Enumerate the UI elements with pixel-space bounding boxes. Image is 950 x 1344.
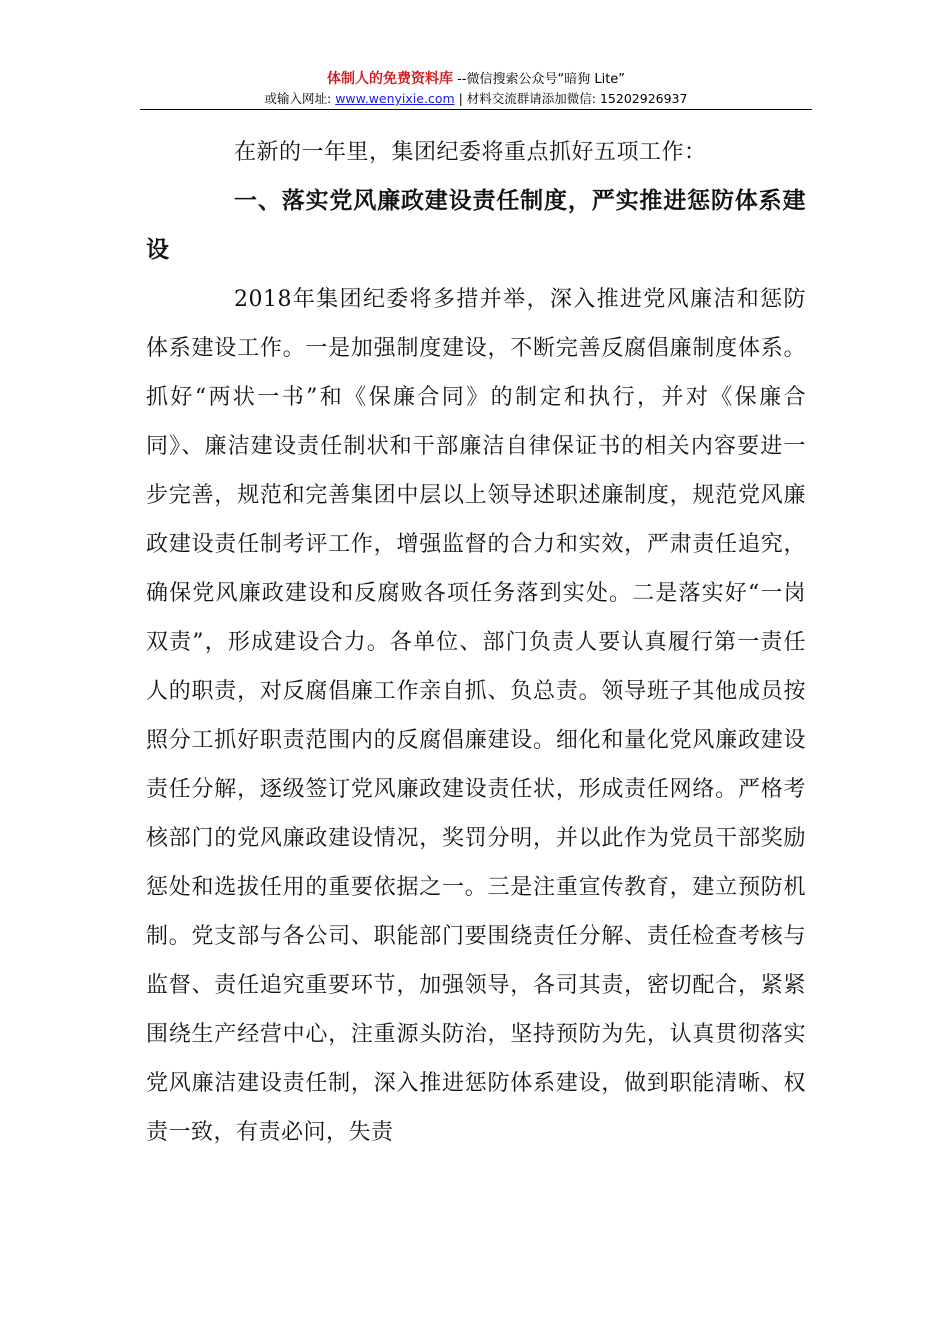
document-body bbox=[146, 128, 806, 1157]
header-divider bbox=[140, 109, 812, 110]
body-paragraph: 2018年集团纪委将多措并举，深入推进党风廉洁和惩防体系建设工作。一是加强制度建设，不断完善反腐倡廉制度体系。抓好“两状一书”和《保廉合同》的制定和执行，并对《保廉合同》、廉洁建设责任制状和干部廉洁自律保证书的相关内容要进一步完善，规范和完善集团中层以上领导述职述廉制度，规范党风廉政建设责任制考评工作，增强监督的合力和实效，严肃责任追究，确保党风廉政建设和反腐败各项任务落到实处。二是落实好“一岗双责”，形成建设合力。各单位、部门负责人要认真履行第一责任人的职责，对反腐倡廉工作亲自抓、负总责。领导班子其他成员按照分工抓好职责范围内的反腐倡廉建设。细化和量化党风廉政建设责任分解，逐级签订党风廉政建设责任状，形成责任网络。严格考核部门的党风廉政建设情况，奖罚分明，并以此作为党员干部奖励惩处和选拔任用的重要依据之一。三是注重宣传教育，建立预防机制。党支部与各公司、职能部门要围绕责任分解、责任检查考核与监督、责任追究重要环节，加强领导，各司其责，密切配合，紧紧围绕生产经营中心，注重源头防治，坚持预防为先，认真贯彻落实党风廉洁建设责任制，深入推进惩防体系建设，做到职能清晰、权责一致，有责必问，失责 bbox=[146, 287, 806, 1145]
page-header bbox=[140, 70, 812, 108]
section-heading: 一、落实党风廉政建设责任制度，严实推进惩防体系建设 bbox=[146, 188, 806, 263]
header-promo-line bbox=[140, 70, 812, 89]
header-tagline: --微信搜索公众号“暗狗 Lite” bbox=[452, 72, 626, 87]
header-wechat-info: | 材料交流群请添加微信: 15202926937 bbox=[454, 91, 688, 106]
website-link[interactable]: www.wenyixie.com bbox=[335, 91, 455, 106]
intro-sentence: 在新的一年里，集团纪委将重点抓好五项工作： bbox=[234, 140, 707, 165]
header-brand: 体制人的免费资料库 bbox=[326, 71, 453, 87]
header-url-prefix: 或输入网址: bbox=[264, 91, 336, 106]
header-contact-line bbox=[140, 90, 812, 108]
